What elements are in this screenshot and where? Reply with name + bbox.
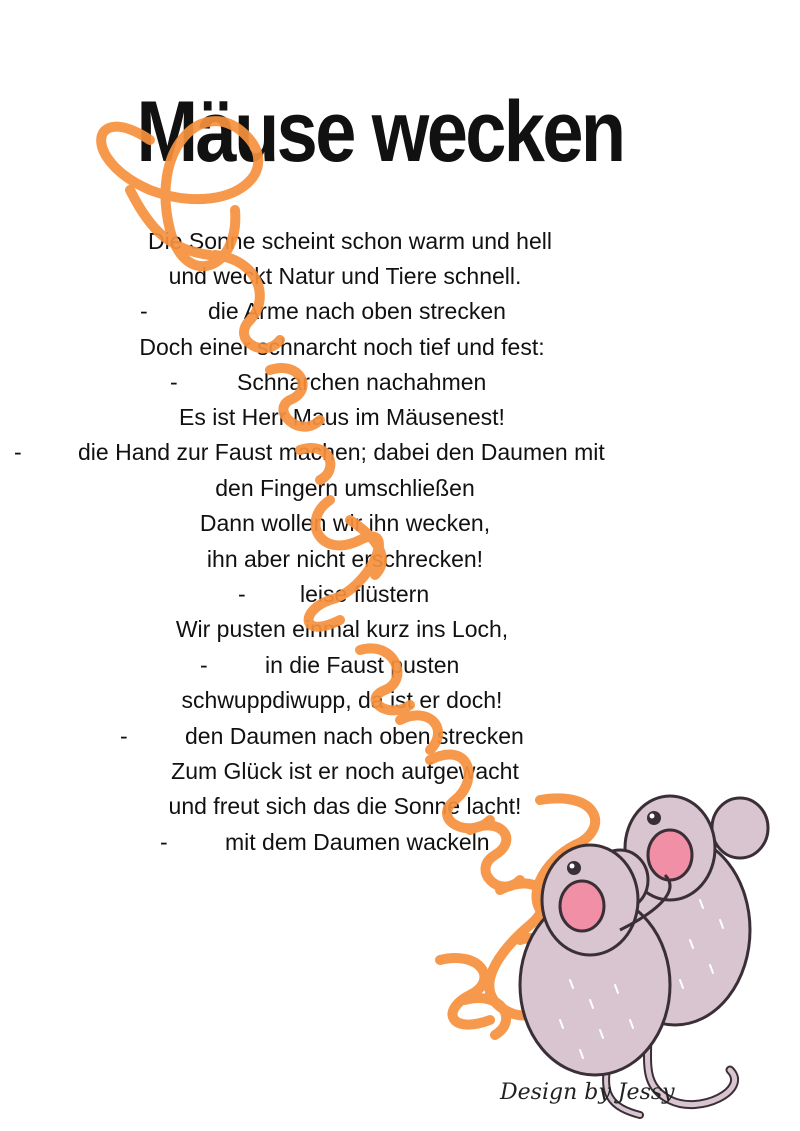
poem-line-16: Zum Glück ist er noch aufgewacht (171, 758, 519, 784)
poem-line-6: Es ist Herr Maus im Mäusenest! (179, 404, 505, 430)
dash-13: - (200, 652, 208, 678)
dash-3: - (140, 298, 148, 324)
poem-line-11: leise flüstern (300, 581, 430, 607)
poem-line-18: mit dem Daumen wackeln (225, 829, 490, 855)
poem-line-13: in die Faust pusten (265, 652, 460, 678)
dash-11: - (238, 581, 246, 607)
dash-7: - (14, 439, 22, 465)
page-title: Mäuse wecken (136, 84, 624, 180)
dash-5: - (170, 369, 178, 395)
poem-line-4: Doch einer schnarcht noch tief und fest: (139, 334, 545, 360)
poem-line-12: Wir pusten einmal kurz ins Loch, (175, 616, 509, 642)
dash-15: - (120, 723, 128, 749)
poem-line-1: Die Sonne scheint schon warm und hell (147, 228, 552, 254)
poem-line-9: Dann wollen wir ihn wecken, (199, 510, 491, 536)
poem-line-3: die Arme nach oben strecken (208, 298, 506, 324)
poem-line-14: schwuppdiwupp, da ist er doch! (181, 687, 503, 713)
poem-line-15: den Daumen nach oben strecken (185, 723, 524, 749)
dash-18: - (160, 829, 168, 855)
poem-line-5: Schnarchen nachahmen (237, 369, 487, 395)
poem-line-17: und freut sich das die Sonne lacht! (168, 793, 522, 819)
poem-line-7: die Hand zur Faust machen; dabei den Daumen mit (78, 439, 605, 465)
poem-line-10: ihn aber nicht erschrecken! (206, 546, 484, 572)
poem-line-8: den Fingern umschließen (215, 475, 475, 501)
mice-illustration (430, 780, 770, 1120)
poem-line-2: und weckt Natur und Tiere schnell. (168, 263, 522, 289)
signature: Design by Jessy (500, 1080, 675, 1105)
